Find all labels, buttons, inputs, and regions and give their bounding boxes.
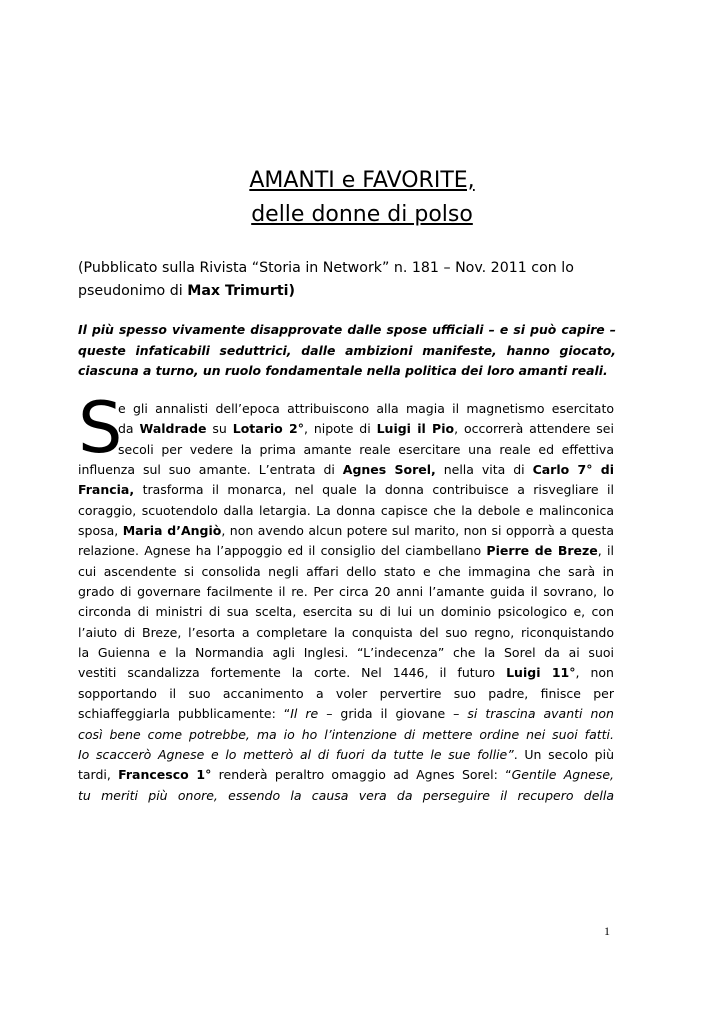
body-line: Io scaccerò Agnese e lo metterò al di fuori da tutte le sue follie”. Un secolo più xyxy=(78,746,614,762)
body-line: schiaffeggiarla pubblicamente: “Il re – grida il giovane – si trascina avanti non xyxy=(78,706,614,722)
body-line: tardi, Francesco 1° renderà peraltro omaggio ad Agnes Sorel: “Gentile Agnese, xyxy=(78,767,614,783)
body-line: grado di governare facilmente il re. Per circa 20 anni l’amante guida il sovrano, lo xyxy=(78,584,614,600)
publication-text-2: pseudonimo di xyxy=(78,283,188,299)
page-number: 1 xyxy=(604,924,610,938)
body-line: relazione. Agnese ha l’appoggio ed il consiglio del ciambellano Pierre de Breze, il xyxy=(78,543,614,559)
drop-cap: S xyxy=(78,387,123,469)
author-pseudonym: Max Trimurti) xyxy=(187,283,295,299)
publication-note xyxy=(78,257,638,303)
publication-text: (Pubblicato sulla Rivista “Storia in Network” n. 181 – Nov. 2011 con lo xyxy=(78,260,574,276)
abstract xyxy=(78,320,616,382)
body-line: vestiti scandalizza fortemente la corte. Nel 1446, il futuro Luigi 11°, non xyxy=(78,665,614,681)
body-line: da Waldrade su Lotario 2°, nipote di Luigi il Pio, occorrerà attendere sei xyxy=(118,421,614,437)
body-line: secoli per vedere la prima amante reale esercitare una reale ed effettiva xyxy=(118,441,614,457)
body-line: sopportando il suo accanimento a voler pervertire suo padre, finisce per xyxy=(78,685,614,701)
body-line: e gli annalisti dell’epoca attribuiscono alla magia il magnetismo esercitato xyxy=(118,401,614,416)
body-text xyxy=(78,399,614,806)
body-line: circonda di ministri di sua scelta, esercita su di lui un dominio psicologico e, con xyxy=(78,604,614,620)
body-line: così bene come potrebbe, ma io ho l’intenzione di mettere ordine nei suoi fatti. xyxy=(78,726,614,742)
body-line: l’aiuto di Breze, l’esorta a completare la conquista del suo regno, riconquistando xyxy=(78,624,614,640)
body-line: coraggio, scuotendolo dalla letargia. La donna capisce che la debole e malinconica xyxy=(78,502,614,518)
body-line: influenza sul suo amante. L’entrata di Agnes Sorel, nella vita di Carlo 7° di xyxy=(78,462,614,478)
body-line: la Guienna e la Normandia agli Inglesi. “L’indecenza” che la Sorel da ai suoi xyxy=(78,645,614,661)
title-line-2: delle donne di polso xyxy=(251,202,473,227)
body-line: tu meriti più onore, essendo la causa vera da perseguire il recupero della xyxy=(78,787,614,803)
abstract-line: Il più spesso vivamente disapprovate dalle spose ufficiali – e si può capire – xyxy=(78,322,616,337)
body-line: cui ascendente si consolida negli affari dello stato e che immagina che sarà in xyxy=(78,563,614,579)
body-line: Francia, trasforma il monarca, nel quale la donna contribuisce a risvegliare il xyxy=(78,482,614,498)
abstract-line: queste infaticabili seduttrici, dalle ambizioni manifeste, hanno giocato, xyxy=(78,342,616,358)
abstract-line: ciascuna a turno, un ruolo fondamentale nella politica dei loro amanti reali. xyxy=(78,363,608,378)
title-line-1: AMANTI e FAVORITE, xyxy=(249,168,475,193)
body-line: sposa, Maria d’Angiò, non avendo alcun potere sul marito, non si opporrà a questa xyxy=(78,523,615,539)
